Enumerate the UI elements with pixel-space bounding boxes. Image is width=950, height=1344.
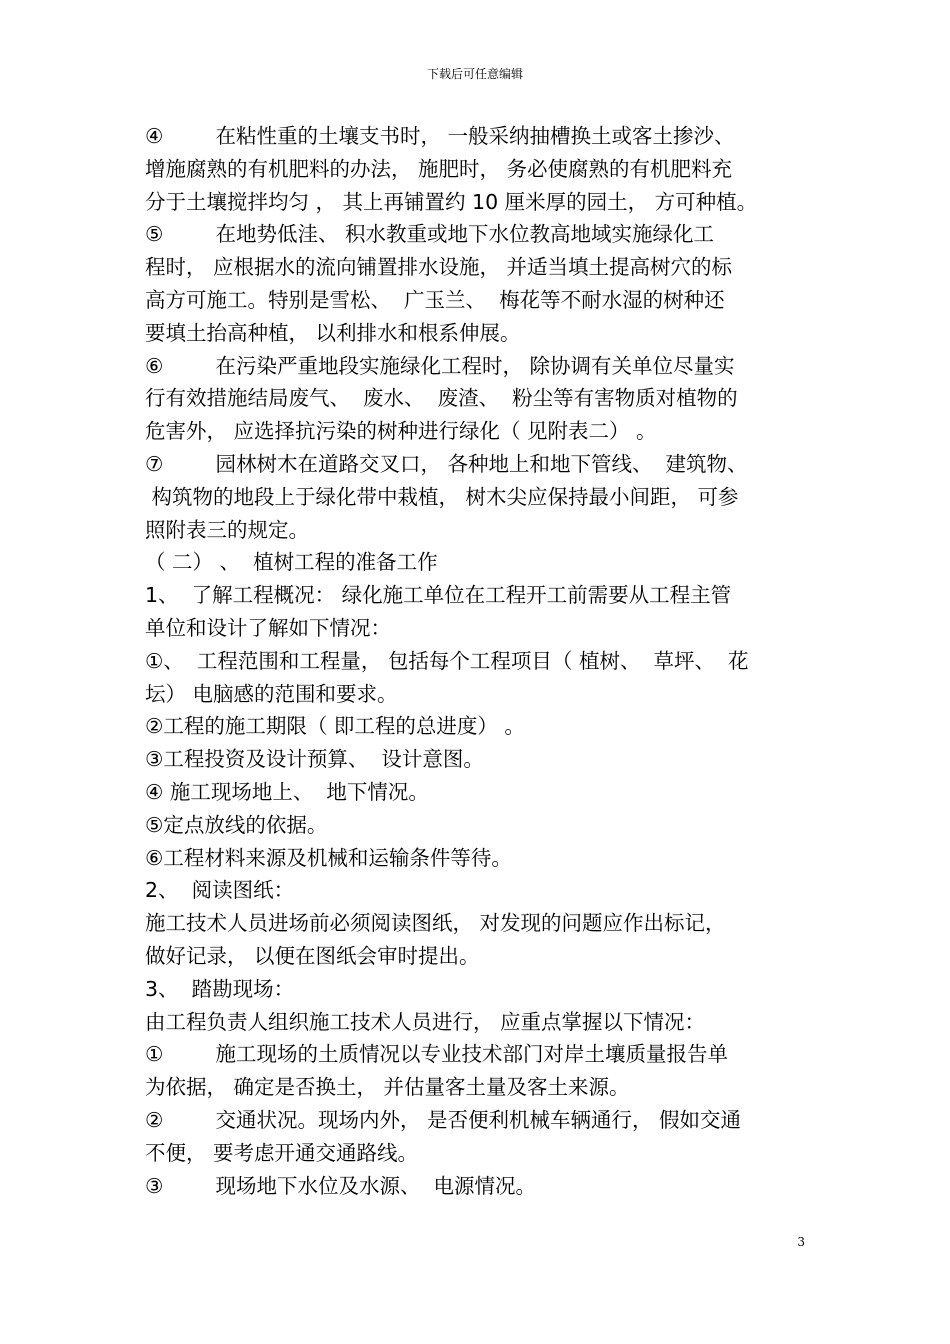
text-line: 行有效措施结局废气、 废水、 废渣、 粉尘等有害物质对植物的 [145,386,738,411]
text-line: ④ 在粘性重的土壤支书时， 一般采纳抽槽换土或客土掺沙、 [145,124,735,148]
text-line: ②工程的施工期限（ 即工程的总进度） 。 [145,714,525,739]
text-line: 增施腐熟的有机肥料的办法， 施肥时， 务必使腐熟的有机肥料充 [145,156,733,181]
text-line: 1、 了解工程概况： 绿化施工单位在工程开工前需要从工程主管 [145,583,732,608]
text-line: 分于土壤搅拌均匀 ， 其上再铺置约 10 厘米厚的园土， 方可种植。 [145,189,758,214]
text-line: ① 施工现场的土质情况以专业技术部门对岸土壤质量报告单 [145,1042,729,1067]
text-line: ①、 工程范围和工程量， 包括每个工程项目（ 植树、 草坪、 花 [145,648,749,673]
text-line: 3、 踏勘现场： [145,976,295,1001]
text-line: 照附表三的规定。 [145,517,309,542]
text-line: （ 二） 、 植树工程的准备工作 [145,550,438,575]
document-body [145,120,815,1202]
text-line: ⑦ 园林树木在道路交叉口， 各种地上和地下管线、 建筑物、 [145,451,748,476]
text-line: 做好记录， 以便在图纸会审时提出。 [145,943,480,968]
text-line: ⑤定点放线的依据。 [145,812,328,837]
text-line: 构筑物的地段上于绿化带中栽植， 树木尖应保持最小间距， 可参 [145,484,739,509]
text-line: ④ 施工现场地上、 地下情况。 [145,779,429,804]
text-line: ③工程投资及设计预算、 设计意图。 [145,747,484,772]
text-line: 2、 阅读图纸： [145,878,295,903]
text-line: ⑥ 在污染严重地段实施绿化工程时， 除协调有关单位尽量实 [145,353,735,378]
page-number: 3 [797,1235,805,1249]
text-line: ⑤ 在地势低洼、 积水教重或地下水位教高地域实施绿化工 [145,222,715,247]
text-line: 不便， 要考虑开通交通路线。 [145,1140,419,1165]
text-line: 危害外， 应选择抗污染的树种进行绿化（ 见附表二） 。 [145,419,657,444]
text-line: 高方可施工。特别是雪松、 广玉兰、 梅花等不耐水湿的树种还 [145,287,725,312]
text-line: 要填土抬高种植， 以利排水和根系伸展。 [145,320,521,345]
text-line: 程时， 应根据水的流向铺置排水设施， 并适当填土提高树穴的标 [145,255,733,280]
text-line: ③ 现场地下水位及水源、 电源情况。 [145,1173,537,1198]
text-line: 施工技术人员进场前必须阅读图纸， 对发现的问题应作出标记， [145,911,726,936]
text-line: 单位和设计了解如下情况： [145,615,391,640]
text-line: 坛） 电脑感的范围和要求。 [145,681,398,706]
text-line: ② 交通状况。现场内外， 是否便利机械车辆通行， 假如交通 [145,1107,742,1132]
text-line: ⑥工程材料来源及机械和运输条件等待。 [145,845,512,870]
text-line: 由工程负责人组织施工技术人员进行， 应重点掌握以下情况： [145,1009,706,1034]
page-header: 下载后可任意编辑 [426,67,523,81]
text-line: 为依据， 确定是否换土， 并估量客土量及客土来源。 [145,1075,630,1100]
